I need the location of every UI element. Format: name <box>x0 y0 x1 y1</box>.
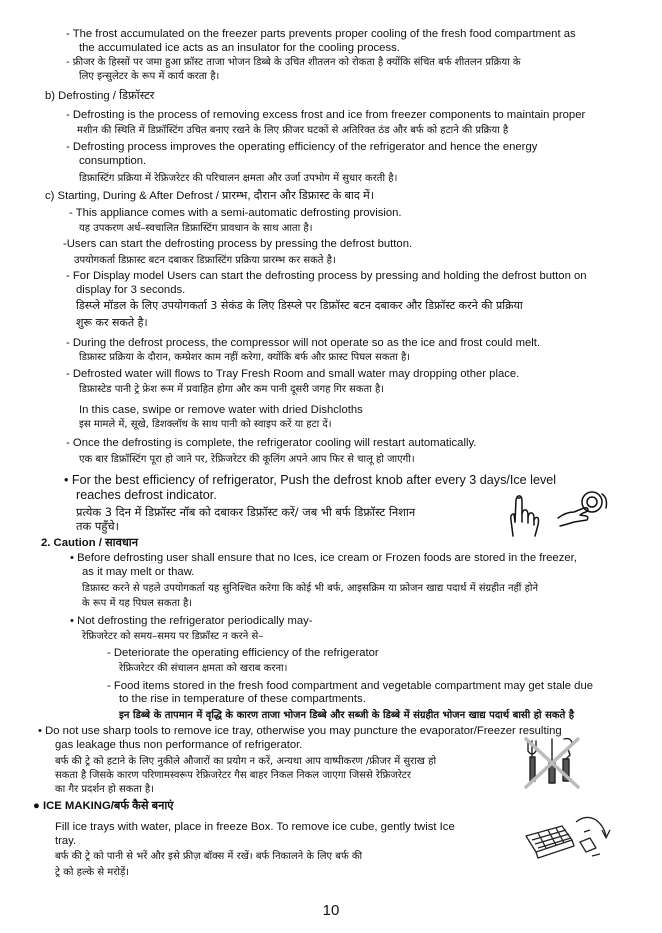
text-line: डिफ्रास्टिंग प्रक्रिया में रेफ्रिजरेटर की परिचालन क्षमता और उर्जा उपभोग में सुधार करती है। <box>79 173 398 184</box>
text-line: • Not defrosting the refrigerator periodically may- <box>70 615 313 627</box>
text-line: डिफ्रास्ट करने से पहले उपयोगकर्ता यह सुनिश्चित करेगा कि कोई भी बर्फ, आइसक्रिम या फ्रोजन खाद्य पदार्थ में संग्रहीत नहीं होने <box>82 583 539 594</box>
text-line: - Defrosted water will flows to Tray Fresh Room and small water may dropping other place. <box>66 368 520 380</box>
text-line: - During the defrost process, the compressor will not operate so as the ice and frost could melt. <box>66 337 541 349</box>
text-line: बर्फ की ट्रे को हटाने के लिए नुकीले औजारों का प्रयोग न करें, अन्यथा आप वाष्पीकरण /फ्रीजर में सुराख हो <box>55 756 437 767</box>
section-heading: ● ICE MAKING/बर्फ कैसे बनाएं <box>33 800 174 812</box>
text-line: ट्रे को हल्के से मरोड़ें। <box>55 867 130 878</box>
text-line: display for 3 seconds. <box>76 284 186 296</box>
defrost-knob-icon <box>556 488 610 530</box>
ice-tray-icon <box>522 812 614 868</box>
text-line: प्रत्येक 3 दिन में डिफ्रॉस्ट नॉब को दबाकर डिफ्रॉस्ट करें/ जब भी बर्फ डिफ्रॉस्ट निशान <box>76 505 416 519</box>
text-line: -Users can start the defrosting process by pressing the defrost button. <box>63 238 413 250</box>
text-line: यह उपकरण अर्ध–स्वचालित डिफ्रास्टिंग प्रावधान के साथ आता है। <box>79 223 313 234</box>
no-sharp-tools-icon <box>522 733 582 791</box>
text-line: इन डिब्बे के तापमान में वृद्धि के कारण ताजा भोजन डिब्बे और सब्जी के डिब्बे में संग्रहीत भोजन खाद्य पदार्थ बासी हो सकते है <box>119 710 575 721</box>
text-line: बर्फ की ट्रे को पानी से भरें और इसे फ्रीज़ बॉक्स में रखें। बर्फ निकालने के लिए बर्फ की <box>55 851 363 862</box>
text-line: - Deteriorate the operating efficiency of the refrigerator <box>107 647 379 659</box>
text-line: - Defrosting is the process of removing excess frost and ice from freezer components to maintain proper <box>66 109 586 121</box>
text-line: सकता है जिसके कारण परिणामस्वरूप रेफ्रिजरेटर गैस बाहर निकल निकल जाएगा जिससे रेफ्रिजरेटर <box>55 770 411 781</box>
text-line: एक बार डिफ्रॉस्टिंग पूरा हो जाने पर, रेफ्रिजरेटर की कूलिंग अपने आप फिर से चालू हो जाएगी। <box>79 454 415 465</box>
text-line: रेफ्रिजरेटर को समय–समय पर डिफ्रॉस्ट न करने से– <box>82 631 264 642</box>
text-line: - For Display model Users can start the defrosting process by pressing and holding the defrost button on <box>66 270 587 282</box>
text-line: - The frost accumulated on the freezer parts prevents proper cooling of the fresh food compartment as <box>66 28 576 40</box>
text-line: डिस्प्ले मॉडल के लिए उपयोगकर्ता 3 सेकंड के लिए डिस्प्ले पर डिफ्रॉस्ट बटन दबाकर और डिफ्रॉस्ट करने की प्रक्रिया <box>76 299 523 312</box>
text-line: मशीन की स्थिति में डिफ्रॉस्टिंग उचित बनाए रखने के लिए फ्रीजर घटकों से अतिरिक्त ठंड और बर्फ को हटाने की प्रक्रिया है <box>77 125 509 136</box>
text-line: शुरू कर सकते है। <box>76 316 148 329</box>
text-line: - Once the defrosting is complete, the refrigerator cooling will restart automatically. <box>66 437 477 449</box>
text-line: - Food items stored in the fresh food compartment and vegetable compartment may get stale due <box>107 680 594 692</box>
section-heading: c) Starting, During & After Defrost / प्रारम्भ, दौरान और डिफ्रास्ट के बाद में। <box>45 190 375 202</box>
text-line: तक पहुँचे। <box>76 519 119 533</box>
text-line: • Do not use sharp tools to remove ice tray, otherwise you may puncture the evaporator/Freezer resulting <box>38 725 562 737</box>
text-line: Fill ice trays with water, place in freeze Box. To remove ice cube, gently twist Ice <box>55 821 455 833</box>
page-number: 10 <box>322 902 340 919</box>
section-heading: b) Defrosting / डिफ्रॉस्टर <box>45 90 155 102</box>
text-line: consumption. <box>79 155 147 167</box>
text-line: - This appliance comes with a semi-automatic defrosting provision. <box>69 207 402 219</box>
text-line: gas leakage thus non performance of refrigerator. <box>55 739 303 751</box>
text-line: का गैर प्रदर्शन हो सकता है। <box>55 784 154 795</box>
text-line: tray. <box>55 835 77 847</box>
text-line: reaches defrost indicator. <box>76 488 217 502</box>
text-line: • For the best efficiency of refrigerator, Push the defrost knob after every 3 days/Ice level <box>64 473 557 487</box>
text-line: इस मामले में, सूखे, डिशक्लॉथ के साथ पानी को स्वाइप करें या हटा दें। <box>79 419 332 430</box>
text-line: उपयोगकर्ता डिफ्रास्ट बटन दबाकर डिफ्रास्टिंग प्रक्रिया प्रारम्भ कर सकते है। <box>74 255 336 266</box>
text-line: the accumulated ice acts as an insulator for the cooling process. <box>79 42 400 54</box>
text-line: In this case, swipe or remove water with dried Dishcloths <box>79 404 363 416</box>
hand-press-icon <box>505 492 543 538</box>
text-line: के रूप में यह पिघल सकता है। <box>82 598 193 609</box>
text-line: to the rise in temperature of these compartments. <box>119 693 366 705</box>
text-line: as it may melt or thaw. <box>82 566 195 578</box>
text-line: लिए इन्सुलेटर के रूप में कार्य करता है। <box>79 71 220 82</box>
text-line: - Defrosting process improves the operating efficiency of the refrigerator and hence the energy <box>66 141 538 153</box>
section-heading: 2. Caution / सावधान <box>41 537 139 549</box>
text-line: - फ्रीजर के हिस्सों पर जमा हुआ फ्रॉस्ट ताजा भोजन डिब्बे के उचित शीतलन को रोकता है क्योंकि संचित बर्फ शीतलन प्रक्रिया के <box>66 57 521 68</box>
text-line: डिफ्रास्ट प्रक्रिया के दौरान, कम्प्रेशर काम नहीं करेगा, क्योंकि बर्फ और फ्रास्ट पिघल सकता है। <box>79 352 411 363</box>
text-line: रेफ्रिजरेटर की संचालन क्षमता को खराब करना। <box>119 663 288 674</box>
text-line: • Before defrosting user shall ensure that no Ices, ice cream or Frozen foods are stored in the freezer, <box>70 552 577 564</box>
text-line: डिफ्रास्टेड पानी ट्रे फ्रेश रूम में प्रवाहित होगा और कम पानी दूसरी जगह गिर सकता है। <box>79 384 385 395</box>
